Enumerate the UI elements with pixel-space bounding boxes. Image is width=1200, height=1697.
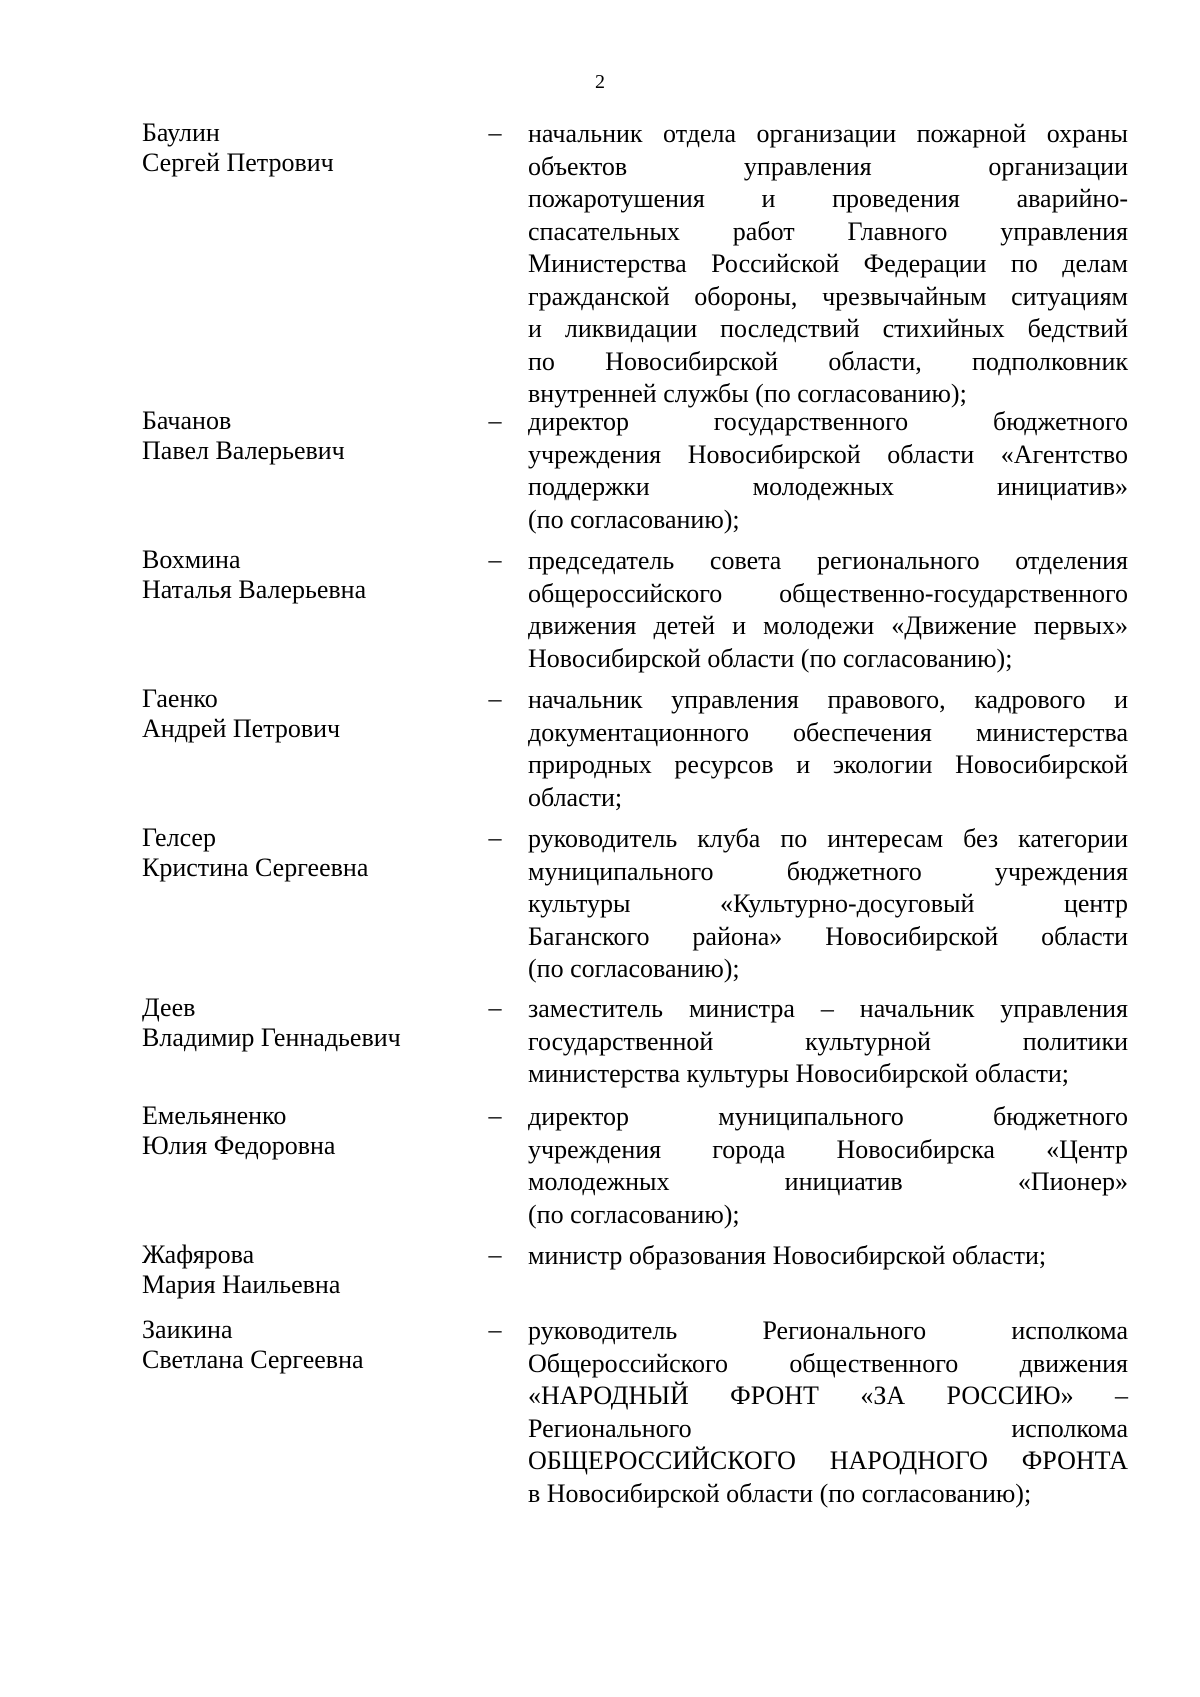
position-line: Регионального исполкома [528,1413,1128,1443]
position-line: по Новосибирской области, подполковник [528,346,1128,376]
position-line: природных ресурсов и экологии Новосибирской [528,750,1128,779]
position-line: гражданской обороны, чрезвычайным ситуациям [528,281,1128,311]
member-surname: Вохмина [142,545,241,574]
position-line: культуры «Культурно-досуговый центр [528,889,1128,918]
member-position [528,993,1128,1091]
position-line: директор государственного бюджетного [528,407,1128,436]
position-line: заместитель министра – начальник управления [528,994,1128,1023]
member-position [528,684,1128,814]
position-line: председатель совета регионального отделения [528,546,1128,575]
member-surname: Деев [142,993,196,1022]
position-line: Баганского района» Новосибирской области [528,921,1128,951]
member-given-name: Светлана Сергеевна [142,1345,364,1374]
position-line: ОБЩЕРОССИЙСКОГО НАРОДНОГО ФРОНТА [528,1446,1128,1475]
member-given-name: Сергей Петрович [142,148,334,177]
member-given-name: Павел Валерьевич [142,436,345,465]
position-line: (по согласованию); [528,504,740,534]
position-line: области; [528,782,623,812]
member-name [142,684,472,744]
member-name [142,993,472,1053]
member-surname: Жафярова [142,1240,255,1269]
page-number: 2 [595,71,605,93]
member-given-name: Кристина Сергеевна [142,853,369,882]
member-position [528,1315,1128,1510]
member-name [142,1315,472,1375]
position-line: спасательных работ Главного управления [528,216,1128,246]
position-line: внутренней службы (по согласованию); [528,379,967,408]
member-surname: Баулин [142,118,220,147]
separator-dash: – [488,1315,502,1344]
member-name [142,1240,472,1300]
position-line: пожаротушения и проведения аварийно- [528,184,1128,213]
position-line: общероссийского общественно-государственного [528,578,1128,608]
member-surname: Заикина [142,1315,233,1344]
position-line: в Новосибирской области (по согласованию); [528,1478,1032,1508]
member-surname: Гаенко [142,684,218,713]
separator-dash: – [488,993,502,1022]
separator-dash: – [488,406,502,435]
position-line: «НАРОДНЫЙ ФРОНТ «ЗА РОССИЮ» – [528,1381,1128,1410]
separator-dash: – [488,684,502,713]
position-line: государственной культурной политики [528,1026,1128,1056]
separator-dash: – [488,823,502,852]
position-line: директор муниципального бюджетного [528,1102,1128,1131]
position-line: Новосибирской области (по согласованию); [528,643,1013,673]
position-line: объектов управления организации [528,151,1128,181]
position-line: министр образования Новосибирской области; [528,1241,1047,1270]
position-line: молодежных инициатив «Пионер» [528,1167,1128,1196]
member-given-name: Наталья Валерьевна [142,575,367,604]
position-line: начальник управления правового, кадрового и [528,685,1128,714]
member-given-name: Мария Наильевна [142,1270,341,1299]
member-name [142,406,472,466]
member-position [528,823,1128,986]
member-surname: Бачанов [142,406,232,435]
member-position [528,118,1128,411]
member-name [142,1101,472,1161]
position-line: учреждения Новосибирской области «Агентство [528,439,1128,469]
position-line: документационного обеспечения министерства [528,717,1128,747]
position-line: начальник отдела организации пожарной охраны [528,119,1128,148]
position-line: руководитель Регионального исполкома [528,1316,1128,1345]
position-line: министерства культуры Новосибирской области; [528,1059,1069,1088]
position-line: и ликвидации последствий стихийных бедствий [528,314,1128,343]
member-name [142,545,472,605]
member-surname: Гелсер [142,823,216,852]
separator-dash: – [488,545,502,574]
position-line: учреждения города Новосибирска «Центр [528,1134,1128,1164]
separator-dash: – [488,1101,502,1130]
position-line: (по согласованию); [528,954,740,983]
separator-dash: – [488,1240,502,1269]
member-name [142,118,472,178]
member-given-name: Юлия Федоровна [142,1131,336,1160]
member-position [528,1240,1128,1273]
member-position [528,1101,1128,1231]
member-position [528,545,1128,675]
position-line: движения детей и молодежи «Движение первых» [528,611,1128,640]
member-position [528,406,1128,536]
position-line: муниципального бюджетного учреждения [528,856,1128,886]
position-line: Общероссийского общественного движения [528,1348,1128,1378]
position-line: (по согласованию); [528,1199,740,1229]
position-line: поддержки молодежных инициатив» [528,472,1128,501]
member-given-name: Андрей Петрович [142,714,341,743]
position-line: руководитель клуба по интересам без категории [528,824,1128,853]
member-surname: Емельяненко [142,1101,287,1130]
member-given-name: Владимир Геннадьевич [142,1023,401,1052]
position-line: Министерства Российской Федерации по делам [528,249,1128,278]
member-name [142,823,472,883]
separator-dash: – [488,118,502,147]
